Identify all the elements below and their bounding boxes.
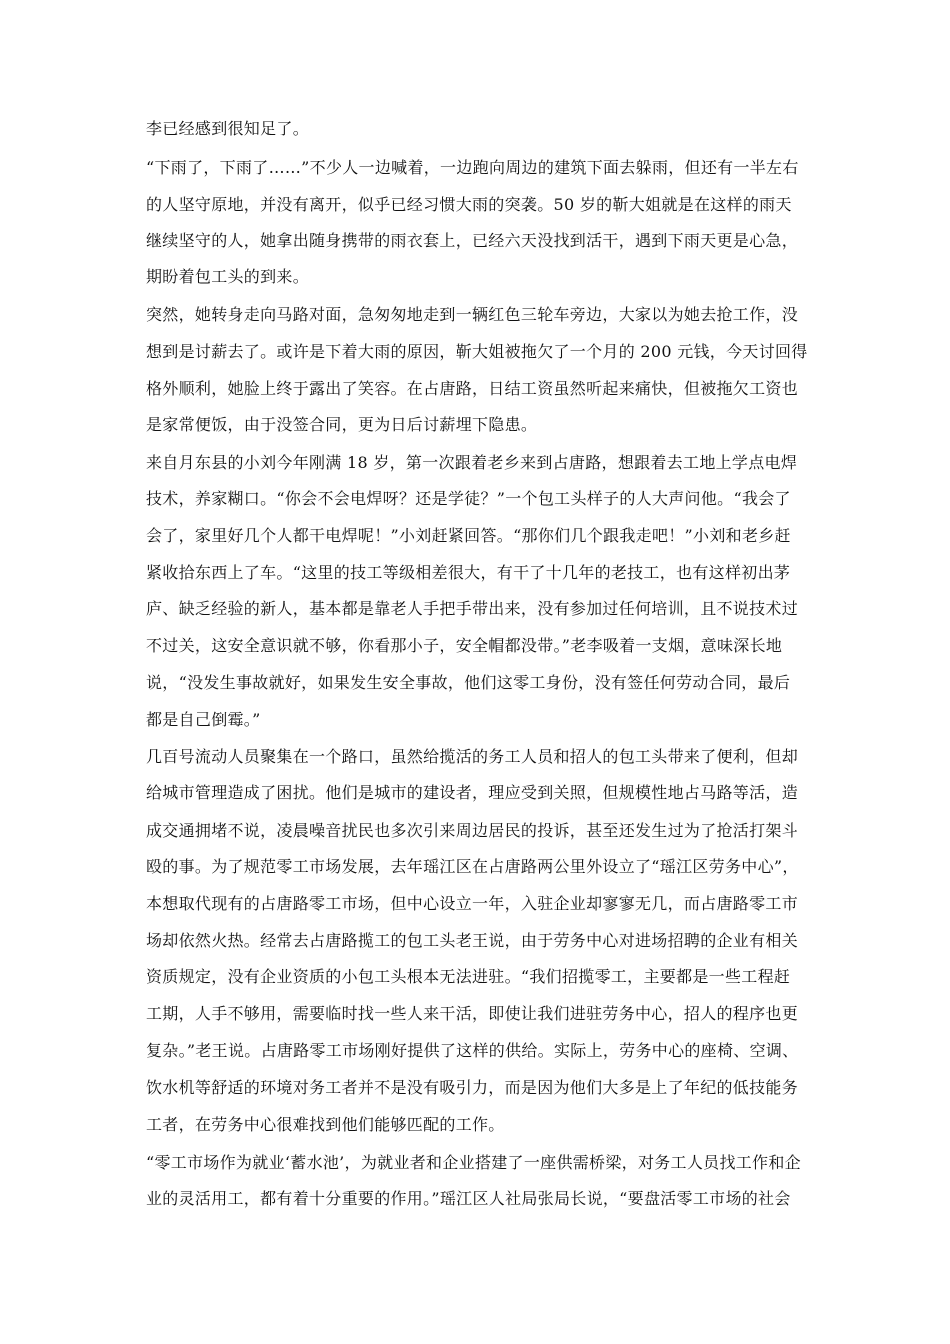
text-line: 突然，她转身走向马路对面，急匆匆地走到一辆红色三轮车旁边，大家以为她去抢工作，没 <box>146 305 799 324</box>
text-line: 想到是讨薪去了。或许是下着大雨的原因，靳大姐被拖欠了一个月的 200 元钱，今天讨回得 <box>146 342 808 361</box>
text-line: 技术，养家糊口。“你会不会电焊呀？还是学徒？”一个包工头样子的人大声问他。“我会了 <box>146 489 791 508</box>
text-line: 复杂。”老王说。占唐路零工市场刚好提供了这样的供给。实际上，劳务中心的座椅、空调、 <box>146 1041 799 1060</box>
text-line: 业的灵活用工，都有着十分重要的作用。”瑶江区人社局张局长说，“要盘活零工市场的社会 <box>146 1189 791 1208</box>
text-line: 资质规定，没有企业资质的小包工头根本无法进驻。“我们招揽零工，主要都是一些工程赶 <box>146 967 791 986</box>
text-line: 饮水机等舒适的环境对务工者并不是没有吸引力，而是因为他们大多是上了年纪的低技能务 <box>146 1078 799 1097</box>
text-line: 殴的事。为了规范零工市场发展，去年瑶江区在占唐路两公里外设立了“瑶江区劳务中心”， <box>146 857 799 876</box>
text-line: 场却依然火热。经常去占唐路揽工的包工头老王说，由于劳务中心对进场招聘的企业有相关 <box>146 931 799 950</box>
text-line: 工者，在劳务中心很难找到他们能够匹配的工作。 <box>146 1115 505 1134</box>
text-line: 都是自己倒霉。” <box>146 710 261 729</box>
text-line: 庐、缺乏经验的新人，基本都是靠老人手把手带出来，没有参加过任何培训，且不说技术过 <box>146 599 799 618</box>
text-line: 的人坚守原地，并没有离开，似乎已经习惯大雨的突袭。50 岁的靳大姐就是在这样的雨天 <box>146 195 792 214</box>
text-line: 工期，人手不够用，需要临时找一些人来干活，即使让我们进驻劳务中心，招人的程序也更 <box>146 1004 799 1023</box>
text-line: 说，“没发生事故就好，如果发生安全事故，他们这零工身份，没有签任何劳动合同，最后 <box>146 673 791 692</box>
text-line: 会了，家里好几个人都干电焊呢！”小刘赶紧回答。“那你们几个跟我走吧！”小刘和老乡赶 <box>146 526 791 545</box>
text-line: 继续坚守的人，她拿出随身携带的雨衣套上，已经六天没找到活干，遇到下雨天更是心急， <box>146 231 799 250</box>
text-line: 给城市管理造成了困扰。他们是城市的建设者，理应受到关照，但规模性地占马路等活，造 <box>146 783 799 802</box>
text-line: 几百号流动人员聚集在一个路口，虽然给揽活的务工人员和招人的包工头带来了便利，但却 <box>146 747 799 766</box>
text-line: 紧收拾东西上了车。“这里的技工等级相差很大，有干了十几年的老技工，也有这样初出茅 <box>146 563 791 582</box>
text-line: 不过关，这安全意识就不够，你看那小子，安全帽都没带。”老李吸着一支烟，意味深长地 <box>146 636 783 655</box>
text-line: “下雨了，下雨了……”不少人一边喊着，一边跑向周边的建筑下面去躲雨，但还有一半左右 <box>146 158 799 177</box>
text-line: 成交通拥堵不说，凌晨噪音扰民也多次引来周边居民的投诉，甚至还发生过为了抢活打架斗 <box>146 821 799 840</box>
text-line: 本想取代现有的占唐路零工市场，但中心设立一年，入驻企业却寥寥无几，而占唐路零工市 <box>146 894 799 913</box>
text-line: 是家常便饭，由于没签合同，更为日后讨薪埋下隐患。 <box>146 415 538 434</box>
text-line: 来自月东县的小刘今年刚满 18 岁，第一次跟着老乡来到占唐路，想跟着去工地上学点电焊 <box>146 453 798 472</box>
text-line: 李已经感到很知足了。 <box>146 119 310 138</box>
text-line: “零工市场作为就业‘蓄水池’，为就业者和企业搭建了一座供需桥梁，对务工人员找工作和企 <box>146 1153 801 1172</box>
text-line: 格外顺利，她脸上终于露出了笑容。在占唐路，日结工资虽然听起来痛快，但被拖欠工资也 <box>146 379 799 398</box>
text-line: 期盼着包工头的到来。 <box>146 267 310 286</box>
